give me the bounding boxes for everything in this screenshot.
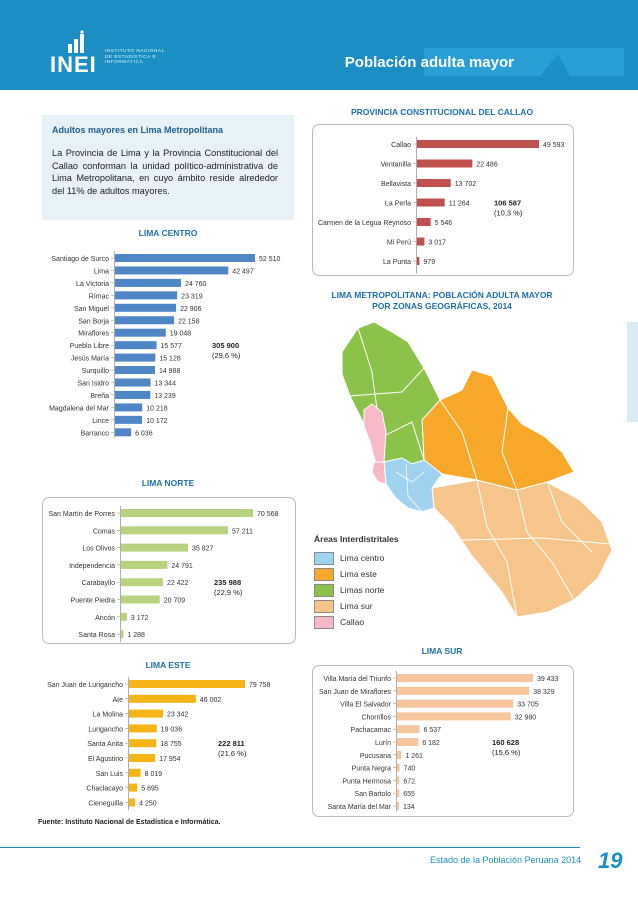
map-legend	[314, 550, 384, 630]
bar	[129, 798, 135, 806]
category-label: Mi Perú	[386, 239, 411, 247]
category-label: Ate	[112, 696, 123, 704]
category-label: Ventanilla	[380, 161, 411, 169]
footer-divider	[0, 847, 580, 848]
category-label: Santiago de Surco	[51, 256, 109, 263]
value-label: 23 319	[181, 293, 203, 301]
percent-label: (29,6 %)	[212, 351, 241, 361]
value-label: 20 709	[163, 597, 186, 605]
bar	[115, 341, 157, 349]
value-label: 32 980	[514, 714, 537, 722]
value-label: 13 344	[154, 380, 176, 388]
value-label: 24 791	[171, 562, 193, 570]
bar	[417, 160, 472, 168]
value-label: 10 218	[146, 405, 168, 413]
category-label: Villa María del Triunfo	[323, 676, 391, 683]
category-label: San Juan de Lurigancho	[47, 682, 123, 689]
value-label: 23 342	[166, 711, 189, 719]
value-label: 19 036	[160, 726, 183, 734]
category-label: El Agustino	[87, 756, 123, 763]
callao-chart	[312, 124, 572, 274]
legend-swatch	[314, 600, 334, 613]
value-label: 1 261	[405, 752, 423, 760]
publication-title: Estado de la Población Peruana 2014	[430, 855, 582, 865]
percent-label: (15,6 %)	[492, 748, 521, 757]
value-label: 672	[403, 778, 416, 786]
bar	[121, 526, 228, 534]
bar	[115, 279, 181, 287]
value-label: 35 827	[192, 545, 214, 553]
bar	[121, 578, 163, 586]
bar	[115, 291, 177, 299]
category-label: Villa El Salvador	[340, 701, 391, 709]
inei-logo-icon	[66, 30, 88, 54]
map-title-line1: LIMA METROPOLITANA: POBLACIÓN ADULTA MAYOR	[331, 290, 553, 300]
category-label: Miraflores	[78, 330, 109, 338]
bar	[397, 789, 399, 797]
norte-chart-title: LIMA NORTE	[141, 478, 195, 488]
inei-logo-text: INEI	[50, 52, 97, 77]
value-label: 57 211	[232, 528, 253, 536]
category-label: Pachacamac	[350, 727, 391, 735]
value-label: 14 988	[158, 368, 181, 376]
header-arrow-icon	[530, 48, 570, 76]
value-label: 38 329	[533, 688, 555, 696]
legend-swatch	[314, 552, 334, 565]
category-label: Chorrillos	[361, 714, 391, 722]
map-region-callao	[364, 404, 386, 464]
legend-swatch	[314, 616, 334, 629]
value-label: 15 577	[160, 343, 182, 351]
value-label: 5 546	[434, 220, 453, 227]
value-label: 46 002	[199, 696, 222, 704]
value-label: 19 048	[169, 330, 192, 338]
bar	[115, 379, 151, 387]
value-label: 33 705	[517, 701, 539, 709]
value-label: 979	[423, 259, 436, 266]
bar	[115, 403, 142, 411]
value-label: 10 172	[146, 417, 168, 425]
bar	[417, 140, 539, 148]
category-label: Barranco	[80, 430, 109, 438]
total-label: 106 587	[494, 198, 522, 208]
bar	[115, 266, 228, 274]
callout-title: Adultos mayores en Lima Metropolitana	[52, 125, 224, 135]
source-note: Fuente: Instituto Nacional de Estadística e Informática.	[38, 819, 221, 826]
bar	[129, 784, 137, 792]
category-label: Surquillo	[81, 368, 109, 376]
value-label: 24 760	[185, 280, 207, 288]
category-label: Lima	[93, 268, 109, 276]
value-label: 13 702	[454, 181, 477, 188]
percent-label: (21,6 %)	[218, 749, 247, 759]
category-label: Santa Rosa	[78, 632, 115, 640]
bar	[397, 776, 399, 784]
legend-label: Lima centro	[340, 553, 385, 563]
value-label: 6 182	[422, 740, 440, 747]
category-label: Carabayllo	[81, 580, 115, 588]
legend-label: Lima este	[340, 569, 377, 579]
sur-chart-title: LIMA SUR	[421, 646, 463, 656]
value-label: 15 128	[159, 355, 181, 363]
category-label: Independencia	[69, 562, 115, 570]
total-label: 235 988	[214, 578, 242, 588]
category-label: La Molina	[92, 711, 123, 719]
este-chart	[42, 676, 294, 816]
bar	[129, 710, 163, 718]
category-label: San Luis	[95, 770, 123, 778]
category-label: Breña	[90, 392, 109, 400]
category-label: Pueblo Libre	[69, 343, 109, 351]
bar	[417, 179, 451, 187]
inei-logo-subtitle: INSTITUTO NACIONAL DE ESTADÍSTICA E INFORMÁTICA	[105, 48, 165, 65]
bar	[121, 509, 253, 517]
bar	[121, 544, 188, 552]
bar	[115, 254, 255, 262]
value-label: 6 036	[135, 430, 153, 438]
bar	[417, 218, 431, 226]
value-label: 4 250	[139, 800, 157, 808]
category-label: San Martín de Porres	[48, 511, 115, 518]
sur-chart	[312, 665, 572, 815]
value-label: 49 593	[543, 142, 565, 149]
percent-label: (10,3 %)	[494, 208, 523, 218]
bar	[129, 739, 156, 747]
category-label: La Perla	[384, 200, 411, 208]
category-label: Carmen de la Legua Reynoso	[317, 220, 411, 227]
este-chart-title: LIMA ESTE	[145, 660, 191, 670]
legend-item-lima-norte	[314, 582, 384, 598]
value-label: 17 954	[159, 756, 181, 763]
bar	[129, 724, 157, 732]
value-label: 52 510	[259, 256, 281, 263]
legend-label: Callao	[340, 617, 365, 627]
category-label: Los Olivos	[82, 545, 115, 553]
legend-item-lima-sur	[314, 598, 384, 614]
bar	[397, 725, 420, 733]
value-label: 8 019	[144, 770, 163, 778]
category-label: Lurín	[375, 740, 391, 747]
bar	[417, 238, 424, 246]
value-label: 655	[403, 791, 415, 799]
bar	[129, 695, 196, 703]
category-label: San Borja	[78, 318, 109, 326]
value-label: 11 264	[448, 200, 470, 208]
bar	[121, 561, 167, 569]
total-label: 305 900	[212, 341, 240, 351]
value-label: 22 486	[476, 161, 498, 169]
percent-label: (22,9 %)	[214, 588, 243, 598]
bar	[115, 304, 176, 312]
bar	[121, 613, 127, 621]
value-label: 3 172	[130, 614, 149, 622]
bar	[115, 354, 155, 362]
category-label: La Victoria	[76, 280, 109, 288]
norte-chart	[42, 497, 294, 642]
value-label: 3 017	[428, 239, 446, 247]
bar	[397, 712, 511, 720]
callout-text: La Provincia de Lima y la Provincia Constitucional del Callao conforman la unidad político-administrativa de Lima Metropolitana, en cuyo ámbito reside alrededor del 11% de adultos mayores.	[52, 148, 278, 196]
category-label: Magdalena del Mar	[49, 405, 109, 413]
bar	[115, 428, 131, 436]
centro-chart	[42, 245, 294, 455]
category-label: San Bartolo	[354, 791, 391, 799]
value-label: 42 497	[232, 268, 254, 276]
bar	[115, 416, 142, 424]
bar	[397, 674, 533, 682]
value-label: 79 758	[249, 682, 271, 689]
value-label: 6 537	[423, 727, 442, 735]
page-number: 19	[598, 848, 623, 873]
map-region-callao-south	[372, 462, 386, 484]
bar	[121, 596, 160, 604]
category-label: Punta Negra	[351, 765, 391, 773]
category-label: Jesús María	[70, 355, 109, 363]
value-label: 39 433	[537, 676, 559, 683]
bar	[129, 754, 155, 762]
bar	[129, 769, 141, 777]
category-label: San Miguel	[73, 305, 109, 313]
legend-label: Limas norte	[340, 585, 385, 595]
map-title-line2: POR ZONAS GEOGRÁFICAS, 2014	[372, 301, 512, 311]
category-label: Puente Piedra	[70, 597, 115, 605]
bar	[129, 680, 245, 688]
bar	[115, 391, 150, 399]
category-label: Ancón	[95, 614, 115, 622]
value-label: 18 755	[160, 741, 182, 749]
callao-chart-title: PROVINCIA CONSTITUCIONAL DEL CALLAO	[350, 107, 534, 117]
legend-swatch	[314, 584, 334, 597]
category-label: Santa Anita	[87, 741, 123, 749]
bar	[121, 630, 123, 638]
value-label: 1 288	[127, 632, 145, 640]
category-label: Comas	[92, 528, 115, 536]
map-region-lima-sur	[432, 480, 612, 617]
category-label: Punta Hermosa	[342, 778, 391, 786]
category-label: La Punta	[382, 259, 411, 266]
legend-item-callao	[314, 614, 384, 630]
value-label: 740	[403, 765, 416, 773]
bar	[397, 802, 399, 810]
category-label: Bellavista	[381, 181, 411, 188]
callout-arrow	[278, 144, 294, 188]
bar	[115, 316, 174, 324]
bar	[115, 366, 155, 374]
centro-chart-title: LIMA CENTRO	[138, 228, 198, 238]
value-label: 13 239	[154, 392, 176, 400]
value-label: 70 568	[257, 511, 279, 518]
value-label: 22 422	[166, 580, 189, 588]
bar	[115, 329, 166, 337]
category-label: Callao	[391, 142, 411, 149]
category-label: Santa María del Mar	[327, 804, 391, 811]
page-title: Población adulta mayor	[344, 54, 514, 71]
bar	[397, 751, 401, 759]
bar	[417, 257, 419, 265]
value-label: 5 695	[141, 785, 159, 793]
bar	[397, 687, 529, 695]
bar	[397, 738, 418, 746]
category-label: San Isidro	[77, 380, 109, 388]
side-tab	[627, 322, 638, 422]
legend-label: Lima sur	[340, 601, 373, 611]
legend-swatch	[314, 568, 334, 581]
bar	[397, 764, 400, 772]
legend-item-lima-centro	[314, 550, 384, 566]
total-label: 160 628	[492, 738, 520, 747]
value-label: 134	[403, 804, 415, 811]
bar	[397, 700, 513, 708]
category-label: Rímac	[88, 293, 109, 301]
value-label: 22 158	[178, 318, 200, 326]
category-label: Pucusana	[359, 752, 391, 760]
legend-item-lima-este	[314, 566, 384, 582]
category-label: Lince	[92, 417, 109, 425]
category-label: Chaclacayo	[86, 785, 123, 793]
category-label: Cieneguilla	[88, 800, 123, 808]
category-label: Lurigancho	[88, 726, 123, 734]
category-label: San Juan de Miraflores	[319, 688, 391, 696]
total-label: 222 811	[218, 739, 245, 749]
value-label: 22 906	[180, 305, 202, 313]
map-region-lima-este	[422, 370, 574, 490]
bar	[417, 199, 445, 207]
map-legend-title: Áreas Interdistritales	[314, 534, 399, 544]
